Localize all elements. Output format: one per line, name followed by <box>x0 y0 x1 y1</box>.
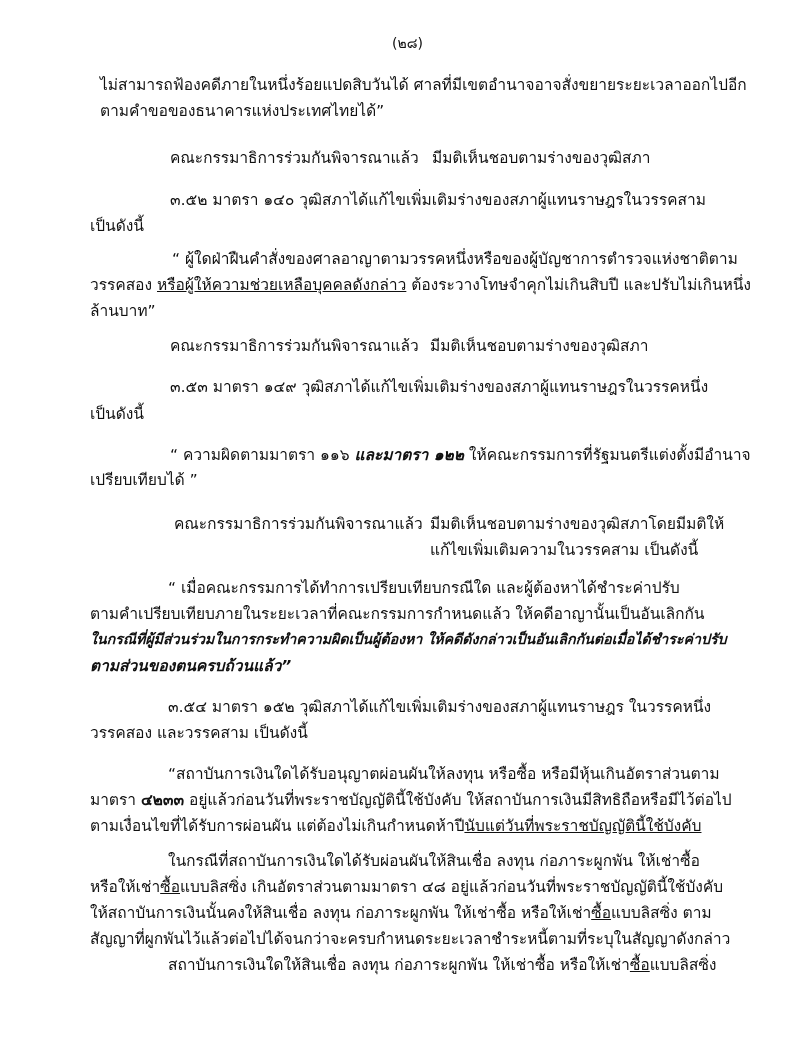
underlined-text: ซื้อ <box>591 904 612 922</box>
text-span: หรือให้เช่า <box>90 878 161 896</box>
body-line: เป็นดังนี้ <box>90 405 144 423</box>
committee-line: คณะกรรมาธิการร่วมกันพิจารณาแล้ว <box>174 515 423 533</box>
provision-line <box>90 816 701 836</box>
provision-line <box>90 790 732 810</box>
provision-line: สัญญาที่ผูกพันไว้แล้วต่อไปได้จนกว่าจะครบกำหนดระยะเวลาชำระหนี้ตามที่ระบุในสัญญาดังกล่าว <box>90 930 731 948</box>
body-line: เป็นดังนี้ <box>90 217 144 235</box>
quote-line <box>90 275 751 295</box>
quote-line: ตามคำเปรียบเทียบภายในระยะเวลาที่คณะกรรมการกำหนดแล้ว ให้คดีอาญานั้นเป็นอันเลิกกัน <box>90 605 705 623</box>
section-heading: ๓.๕๔ มาตรา ๑๕๒ วุฒิสภาได้แก้ไขเพิ่มเติมร่างของสภาผู้แทนราษฎร ในวรรคหนึ่ง <box>168 698 712 716</box>
amended-section-number: ๔๒๓๓ <box>140 791 185 809</box>
text-span: แบบลิสซิ่ง เกินอัตราส่วนตามมาตรา ๔๘ อยู่แล้วก่อนวันที่พระราชบัญญัตินี้ใช้บังคับ <box>180 878 724 896</box>
provision-line <box>90 903 712 923</box>
text-span: ตามเงื่อนไขที่ได้รับการผ่อนผัน แต่ต้องไม่เกินกำหนดห้าปี <box>90 817 465 835</box>
section-heading: ๓.๕๓ มาตรา ๑๔๙ วุฒิสภาได้แก้ไขเพิ่มเติมร่างของสภาผู้แทนราษฎรในวรรคหนึ่ง <box>170 378 709 396</box>
text-span: แบบลิสซิ่ง <box>649 956 717 974</box>
committee-resolution: มีมติเห็นชอบตามร่างของวุฒิสภา <box>430 337 649 355</box>
underlined-text: หรือผู้ให้ความช่วยเหลือบุคคลดังกล่าว <box>157 276 407 294</box>
provision-line: “สถาบันการเงินใดได้รับอนุญาตผ่อนผันให้ลงทุน หรือซื้อ หรือมีหุ้นเกินอัตราส่วนตาม <box>168 765 720 783</box>
committee-resolution: มีมติเห็นชอบตามร่างของวุฒิสภาโดยมีมติให้ <box>430 515 725 533</box>
quote-line: “ เมื่อคณะกรรมการได้ทำการเปรียบเทียบกรณีใด และผู้ต้องหาได้ชำระค่าปรับ <box>168 579 680 597</box>
quote-line: ล้านบาท” <box>90 302 156 320</box>
body-line: ตามคำขอของธนาคารแห่งประเทศไทยได้” <box>100 102 385 120</box>
page-number: (๒๘) <box>392 36 423 52</box>
quote-line: เปรียบเทียบได้ ” <box>90 471 198 489</box>
committee-line: คณะกรรมาธิการร่วมกันพิจารณาแล้ว <box>170 337 419 355</box>
text-span: ให้สถาบันการเงินนั้นคงให้สินเชื่อ ลงทุน ก่อภาระผูกพัน ให้เช่าซื้อ หรือให้เช่า <box>90 904 592 922</box>
text-span: มาตรา <box>90 791 141 809</box>
text-span: วรรคสอง <box>90 276 157 294</box>
underlined-text: ซื้อ <box>629 956 650 974</box>
provision-line: ในกรณีที่สถาบันการเงินใดได้รับผ่อนผันให้สินเชื่อ ลงทุน ก่อภาระผูกพัน ให้เช่าซื้อ <box>168 852 700 870</box>
text-span: “ ความผิดตามมาตรา ๑๑๖ <box>170 446 355 464</box>
section-heading: ๓.๕๒ มาตรา ๑๔๐ วุฒิสภาได้แก้ไขเพิ่มเติมร่างของสภาผู้แทนราษฎรในวรรคสาม <box>170 191 706 209</box>
amended-text: ตามส่วนของตนครบถ้วนแล้ว” <box>90 657 292 675</box>
text-span: อยู่แล้วก่อนวันที่พระราชบัญญัตินี้ใช้บังคับ ให้สถาบันการเงินมีสิทธิถือหรือมีไว้ต่อไป <box>184 791 732 809</box>
body-line: วรรคสอง และวรรคสาม เป็นดังนี้ <box>90 724 308 742</box>
text-span: ให้คณะกรรมการที่รัฐมนตรีแต่งตั้งมีอำนาจ <box>463 446 751 464</box>
provision-line <box>90 877 723 897</box>
committee-resolution: แก้ไขเพิ่มเติมความในวรรคสาม เป็นดังนี้ <box>430 541 699 559</box>
text-span: สถาบันการเงินใดให้สินเชื่อ ลงทุน ก่อภาระผูกพัน ให้เช่าซื้อ หรือให้เช่า <box>168 956 630 974</box>
bold-italic-text: และมาตรา ๑๒๒ <box>354 446 464 464</box>
quote-line: “ ผู้ใดฝ่าฝืนคำสั่งของศาลอาญาตามวรรคหนึ่งหรือของผู้บัญชาการตำรวจแห่งชาติตาม <box>172 250 738 268</box>
underlined-text: นับแต่วันที่พระราชบัญญัตินี้ใช้บังคับ <box>464 817 702 835</box>
amended-text: ในกรณีที่ผู้มีส่วนร่วมในการกระทำความผิดเป็นผู้ต้องหา ให้คดีดังกล่าวเป็นอันเลิกกันต่อเมื่อได้ชำระค่าปรับ <box>90 632 727 648</box>
provision-line <box>168 955 716 975</box>
committee-resolution: มีมติเห็นชอบตามร่างของวุฒิสภา <box>432 149 651 167</box>
text-span: แบบลิสซิ่ง ตาม <box>611 904 712 922</box>
body-line: ไม่สามารถฟ้องคดีภายในหนึ่งร้อยแปดสิบวันได้ ศาลที่มีเขตอำนาจอาจสั่งขยายระยะเวลาออกไปอีก <box>100 76 747 94</box>
underlined-text: ซื้อ <box>160 878 181 896</box>
text-span: ต้องระวางโทษจำคุกไม่เกินสิบปี และปรับไม่เกินหนึ่ง <box>406 276 751 294</box>
committee-line: คณะกรรมาธิการร่วมกันพิจารณาแล้ว <box>170 149 419 167</box>
quote-line <box>170 445 751 465</box>
